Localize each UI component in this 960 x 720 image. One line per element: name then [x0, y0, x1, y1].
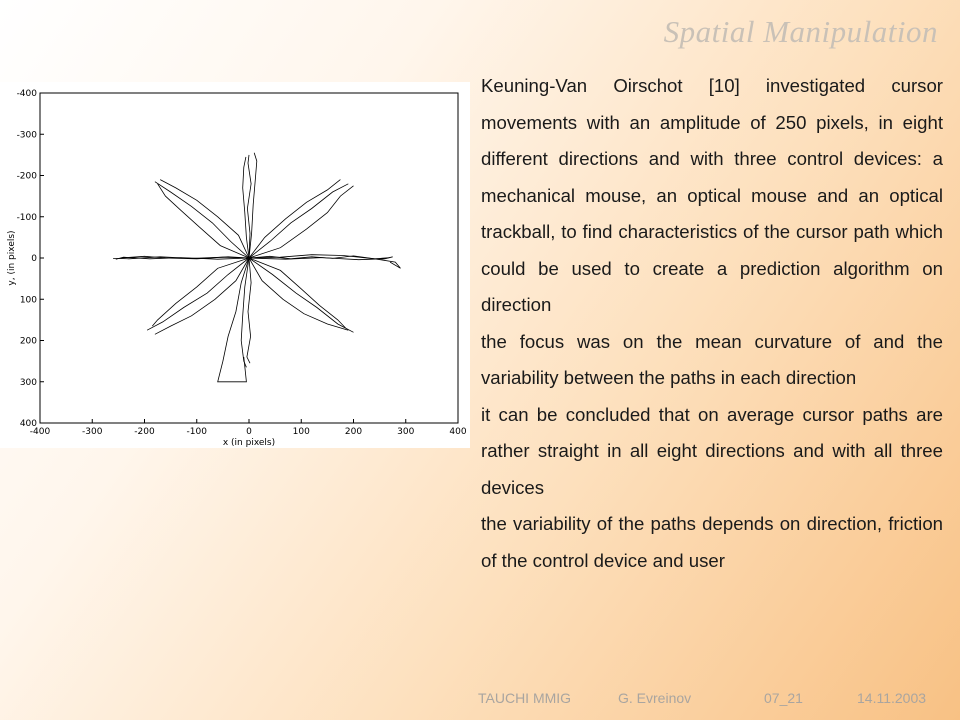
footer-date: 14.11.2003	[857, 690, 927, 706]
cursor-path-15	[249, 180, 340, 258]
y-tick-label: 400	[19, 419, 37, 429]
x-tick-label: 400	[449, 427, 467, 437]
paragraph-1: Keuning-Van Oirschot [10] investigated cursor movements with an amplitude of 250 pixels, in eight different directions and with three control devices: a mechanical mouse, an optical mouse and an optical trackball, to find characteristics of the cursor path which could be used to create a prediction algorithm on direction	[481, 75, 943, 315]
cursor-path-8	[243, 157, 249, 258]
cursor-path-figure	[0, 82, 470, 448]
series-layer	[113, 153, 400, 382]
y-tick-label: -200	[16, 171, 37, 182]
paragraph-2: the focus was on the mean curvature of and the variability between the paths in each direction	[481, 330, 943, 388]
footer-org: TAUCHI MMIG	[478, 690, 572, 706]
y-axis-label: y, (in pixels)	[7, 230, 17, 286]
y-tick-label: 100	[19, 295, 37, 306]
x-tick-label: 0	[246, 427, 252, 437]
cursor-path-chart	[0, 82, 470, 448]
cursor-path-17	[158, 184, 249, 258]
footer-slide-number: 07_21	[764, 690, 803, 706]
y-tick-label: 200	[19, 336, 37, 347]
cursor-path-12	[218, 258, 249, 382]
y-tick-label: -400	[16, 89, 37, 99]
x-tick-label: 300	[397, 427, 415, 437]
y-tick-labels	[17, 89, 38, 429]
slide-title: Spatial Manipulation	[663, 14, 938, 49]
cursor-path-16	[155, 182, 249, 258]
cursor-path-13	[249, 184, 348, 258]
y-tick-label: -300	[16, 130, 37, 141]
body-text	[481, 68, 943, 579]
x-tick-labels	[30, 427, 467, 437]
footer	[0, 690, 960, 710]
y-tick-label: 300	[19, 377, 37, 388]
x-tick-label: -100	[186, 427, 207, 437]
x-tick-label: 100	[292, 427, 310, 437]
footer-author: G. Evreinov	[618, 690, 692, 706]
cursor-path-19	[249, 258, 354, 332]
cursor-path-14	[249, 186, 354, 258]
y-tick-label: 0	[31, 254, 37, 264]
x-tick-label: -200	[134, 427, 155, 437]
x-axis-label: x (in pixels)	[222, 438, 276, 448]
cursor-path-10	[247, 258, 251, 363]
x-tick-label: -400	[29, 427, 51, 437]
y-tick-label: -100	[16, 212, 37, 223]
x-tick-label: 200	[344, 427, 363, 437]
paragraph-4: the variability of the paths depends on direction, friction of the control device and user	[481, 513, 943, 571]
paragraph-3: it can be concluded that on average cursor paths are rather straight in all eight directions and with all three devices	[481, 403, 943, 498]
cursor-path-9	[249, 153, 257, 258]
x-tick-label: -300	[82, 427, 103, 437]
